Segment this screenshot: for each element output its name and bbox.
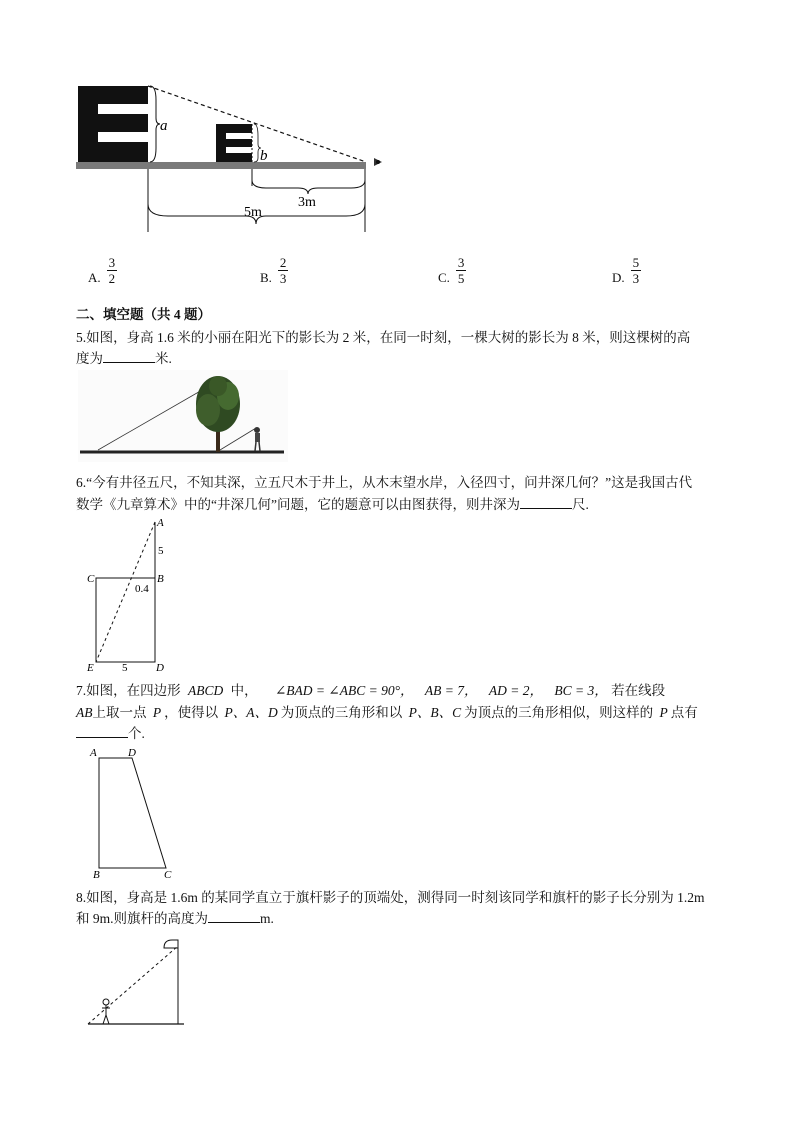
student-icon: [102, 999, 110, 1024]
label-D: D: [128, 747, 136, 759]
q8-line1: 8.如图，身高是 1.6m 的某同学直立于旗杆影子的顶端处，测得同一时刻该同学和旗杆的影子长分别为 1.2m: [76, 890, 705, 905]
option-d-letter: D.: [612, 270, 625, 285]
option-c-letter: C.: [438, 270, 450, 285]
well-figure: [80, 514, 180, 676]
label-A: A: [90, 747, 97, 759]
option-a-fraction: $\frac{3}{2}$: [108, 255, 116, 286]
label-C: C: [87, 573, 95, 585]
label-D: D: [156, 662, 164, 674]
q5-answer-blank[interactable]: [103, 348, 155, 363]
q7-line2: AB上取一点 P ，使得以 P、A、D 为顶点的三角形和以 P、B、C 为顶点的三角形相似，则这样的 P 点有: [76, 705, 698, 720]
sun-ray-dashed: [88, 946, 178, 1024]
small-e-letter: [216, 124, 252, 162]
label-B: B: [157, 573, 164, 585]
brace-a: [150, 86, 160, 162]
label-3m: 3m: [298, 195, 316, 210]
big-e-letter: [78, 86, 148, 162]
eye-chart-figure: [76, 80, 396, 240]
option-d-fraction: $\frac{5}{3}$: [632, 255, 640, 286]
option-a[interactable]: [88, 255, 117, 286]
label-C: C: [164, 869, 172, 880]
length-ed: 5: [122, 662, 128, 674]
q6-answer-blank[interactable]: [520, 494, 572, 509]
section-title: 二、填空题（共 4 题）: [76, 307, 211, 322]
ground-bar: [76, 162, 366, 169]
label-B: B: [93, 869, 100, 880]
q5-line1: 5.如图，身高 1.6 米的小丽在阳光下的影长为 2 米，在同一时刻，一棵大树的影长为 8 米，则这棵树的高: [76, 330, 691, 345]
trapezoid-figure: [88, 744, 188, 880]
option-b-letter: B.: [260, 270, 272, 285]
q8-line2: 和 9m.则旗杆的高度为 m.: [76, 908, 274, 929]
brace-3m: [252, 180, 365, 194]
quadrilateral-abcd: [99, 758, 166, 868]
q6-line2: 数学《九章算术》中的“井深几何”问题，它的题意可以由图获得，则井深为 尺.: [76, 494, 589, 515]
flagpole-figure: [86, 934, 190, 1030]
option-a-letter: A.: [88, 270, 101, 285]
length-ab: 5: [158, 545, 164, 557]
length-cb: 0.4: [135, 583, 149, 595]
label-5m: 5m: [244, 205, 262, 220]
option-b[interactable]: [260, 255, 288, 286]
label-A: A: [157, 517, 164, 529]
option-b-fraction: $\frac{2}{3}$: [279, 255, 287, 286]
q7-line1: 7.如图，在四边形 ABCD 中， ∠BAD = ∠ABC = 90°， AB = 7， AD = 2， BC = 3， 若在线段: [76, 683, 666, 698]
label-b: b: [260, 148, 268, 164]
eye-icon: [374, 158, 382, 166]
q7-line3: 个.: [76, 723, 145, 744]
sight-line-dashed: [148, 86, 366, 162]
q6-line1: 6.“今有井径五尺，不知其深，立五尺木于井上，从木末望水岸，入径四寸，问井深几何？”这是我国古代: [76, 475, 693, 490]
option-c[interactable]: [438, 255, 466, 286]
option-d[interactable]: [612, 255, 641, 286]
flag-icon: [164, 940, 178, 948]
q8-answer-blank[interactable]: [208, 908, 260, 923]
q7-answer-blank[interactable]: [76, 723, 128, 738]
option-c-fraction: $\frac{3}{5}$: [457, 255, 465, 286]
label-E: E: [87, 662, 94, 674]
q5-line2: 度为 米.: [76, 348, 172, 369]
label-a: a: [160, 118, 168, 134]
tree-shadow-figure: [78, 370, 288, 462]
